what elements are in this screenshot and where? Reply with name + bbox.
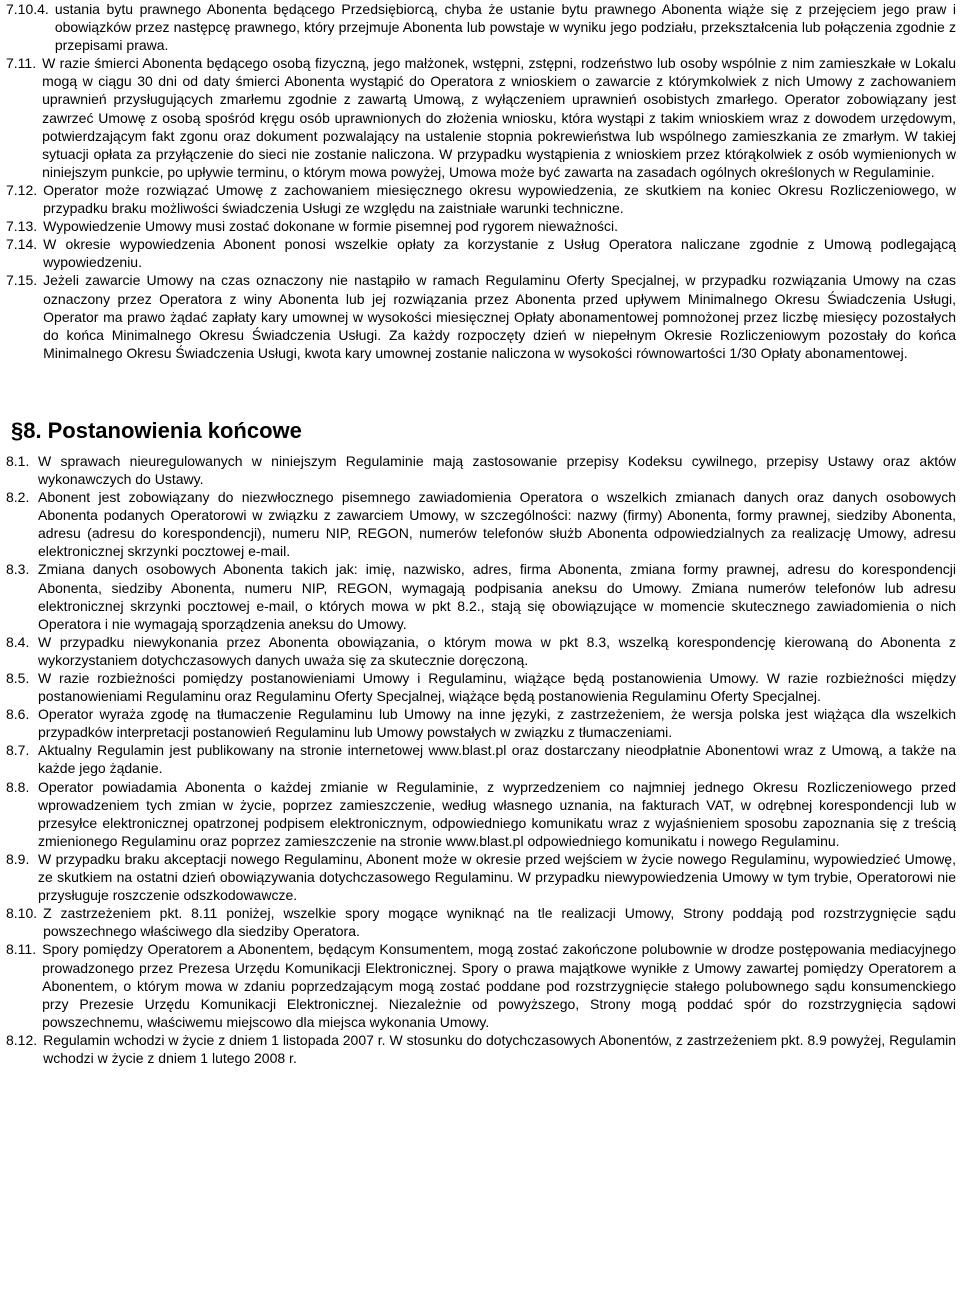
paragraph-number: 8.10. xyxy=(6,905,38,922)
paragraph-text: W sprawach nieuregulowanych w niniejszym Regulaminie mają zastosowanie przepisy Kodeksu cywilnego, przepisy Ustawy oraz aktów wykonawczych do Ustawy. xyxy=(38,452,956,487)
paragraph-number: 8.6. xyxy=(6,706,30,723)
paragraph-number: 8.9. xyxy=(6,850,30,867)
paragraph-text: Regulamin wchodzi w życie z dniem 1 listopada 2007 r. W stosunku do dotychczasowych Abonentów, z zastrzeżeniem pkt. 8.9 powyżej, Regulamin wchodzi w życie z dniem 1 lutego 2008 r. xyxy=(43,1031,956,1066)
paragraph-7-14 xyxy=(6,235,956,271)
paragraph-text: Abonent jest zobowiązany do niezwłocznego pisemnego zawiadomienia Operatora o wszelkich zmianach danych oraz danych osobowych Abonenta podanych Operatorowi w związku z zawarciem Umowy, w szczególności: nazwy (firmy) Abonenta, formy prawnej, siedziby Abonenta, adresu (adresu do korespondencji), numeru NIP, REGON, numerów telefonów służb Abonenta odpowiedzialnych za realizację Umowy, adresu elektronicznej skrzynki pocztowej e-mail. xyxy=(38,489,956,560)
paragraph-7-13 xyxy=(6,217,956,235)
paragraph-number: 7.15. xyxy=(6,272,38,289)
paragraph-8-11 xyxy=(6,940,956,1030)
paragraph-8-6 xyxy=(6,705,956,741)
paragraph-number: 7.11. xyxy=(6,55,37,72)
paragraph-text: Operator może rozwiązać Umowę z zachowaniem miesięcznego okresu wypowiedzenia, ze skutkiem na koniec Okresu Rozliczeniowego, w przypadku braku możliwości świadczenia Usługi ze względu na zaistniałe warunki techniczne. xyxy=(43,181,956,217)
paragraph-text: Operator wyraża zgodę na tłumaczenie Regulaminu lub Umowy na inne języki, z zastrzeżeniem, że wersja polska jest wiążąca dla wszelkich przypadków interpretacji postanowień Regulaminu lub Umowy powstałych w związku z tłumaczeniami. xyxy=(38,706,956,741)
paragraph-number: 7.13. xyxy=(6,218,38,235)
paragraph-text: Zmiana danych osobowych Abonenta takich jak: imię, nazwisko, adres, firma Abonenta, zmiana formy prawnej, adresu do korespondencji Abonenta, siedziby Abonenta, numeru NIP, REGON, wymagają podpisania aneksu do Umowy. Zmiana numerów telefonów lub adresu elektronicznej skrzynki pocztowej e-mail, o których mowa w pkt 8.2., stają się obowiązujące w momencie skutecznego zawiadomienia o nich Operatora i nie wymagają sporządzenia aneksu do Umowy. xyxy=(38,561,956,632)
paragraph-number: 8.8. xyxy=(6,778,30,795)
section-7-continuation xyxy=(6,0,956,362)
section-8-heading xyxy=(6,418,956,444)
paragraph-text: W okresie wypowiedzenia Abonent ponosi wszelkie opłaty za korzystanie z Usług Operatora naliczane zgodnie z Umową podlegającą wypowiedzeniu. xyxy=(43,236,956,271)
paragraph-number: 8.7. xyxy=(6,742,30,759)
paragraph-number: 7.10.4. xyxy=(6,1,49,17)
paragraph-number: 8.3. xyxy=(6,561,30,578)
paragraph-8-12 xyxy=(6,1031,956,1067)
paragraph-8-1 xyxy=(6,452,956,488)
paragraph-text: Z zastrzeżeniem pkt. 8.11 poniżej, wszelkie spory mogące wyniknąć na tle realizacji Umowy, Strony poddają pod rozstrzygnięcie sądu powszechnego właściwego dla siedziby Operatora. xyxy=(43,905,956,940)
paragraph-7-12 xyxy=(6,181,956,217)
paragraph-7-10-4 xyxy=(6,0,956,54)
paragraph-text: W przypadku braku akceptacji nowego Regulaminu, Abonent może w okresie przed wejściem w życie nowego Regulaminu, wypowiedzieć Umowę, ze skutkiem na ostatni dzień obowiązywania dotychczasowego Regulaminu. W przypadku niewypowiedzenia Umowy w tym trybie, Operatorowi nie przysługuje roszczenie odszkodowawcze. xyxy=(38,850,956,904)
paragraph-number: 8.2. xyxy=(6,489,30,506)
paragraph-text: Spory pomiędzy Operatorem a Abonentem, będącym Konsumentem, mogą zostać zakończone polubownie w drodze postępowania mediacyjnego prowadzonego przez Prezesa Urzędu Komunikacji Elektronicznej. Spory o prawa majątkowe wynikłe z Umowy zawartej pomiędzy Operatorem a Abonentem, o którym mowa w zdaniu poprzedzającym mogą zostać poddane pod rozstrzygnięcie stałego polubownego sądu konsumenckiego przy Prezesie Urzędu Komunikacji Elektronicznej. Niezależnie od powyższego, Strony mogą poddać spór do rozstrzygnięcia sądowi powszechnemu, właściwemu miejscowo dla miejsca wykonania Umowy. xyxy=(42,941,956,1030)
section-title: Postanowienia końcowe xyxy=(47,417,302,443)
paragraph-8-5 xyxy=(6,669,956,705)
paragraph-7-15 xyxy=(6,271,956,361)
paragraph-text: W razie śmierci Abonenta będącego osobą fizyczną, jego małżonek, wstępni, zstępni, rodzeństwo lub osoby wspólnie z nim zamieszkałe w Lokalu mogą w ciągu 30 dni od daty śmierci Abonenta wystąpić do Operatora z wnioskiem o zawarcie z którymkolwiek z nich Umowy z zachowaniem uprawnień przysługujących zmarłemu zgodnie z zawartą Umową, z wyłączeniem uprawnień osobistych zmarłego. Operator zobowiązany jest zawrzeć Umowę z osobą spośród kręgu osób uprawnionych do złożenia wniosku, która wystąpi z takim wnioskiem wraz z dowodem urzędowym, potwierdzającym fakt zgonu oraz dokument pozwalający na ustalenie stopnia pokrewieństwa lub wspólnego zamieszkania ze zmarłym. W takiej sytuacji opłata za przyłączenie do sieci nie zostanie naliczona. W przypadku wystąpienia z wnioskiem przez którąkolwiek z osób wymienionych w niniejszym punkcie, po upływie terminu, o którym mowa powyżej, Umowa może być zawarta na zasadach ogólnych określonych w Regulaminie. xyxy=(42,55,956,180)
paragraph-text: Jeżeli zawarcie Umowy na czas oznaczony nie nastąpiło w ramach Regulaminu Oferty Specjalnej, w przypadku rozwiązania Umowy na czas oznaczony przez Operatora z winy Abonenta lub jej rozwiązania przez Abonenta przed upływem Minimalnego Okresu Świadczenia Usługi, Operator ma prawo żądać zapłaty kary umownej w wysokości miesięcznej Opłaty abonamentowej pomnożonej przez liczbę miesięcy pozostałych do końca Minimalnego Okresu Świadczenia Usługi. Za każdy rozpoczęty dzień w niepełnym Okresie Rozliczeniowym pozostały do końca Minimalnego Okresu Świadczenia Usługi, kwota kary umownej zostanie naliczona w wysokości równowartości 1/30 Opłaty abonamentowej. xyxy=(43,272,956,361)
paragraph-number: 7.14. xyxy=(6,236,38,253)
section-number: §8. xyxy=(11,417,42,443)
paragraph-7-11 xyxy=(6,54,956,181)
paragraph-number: 8.5. xyxy=(6,670,30,686)
document-page xyxy=(6,0,956,1067)
paragraph-text: W razie rozbieżności pomiędzy postanowieniami Umowy i Regulaminu, wiążące będą postanowienia Umowy. W razie rozbieżności między postanowieniami Regulaminu oraz Regulaminu Oferty Specjalnej, wiążące będą postanowienia Regulaminu Oferty Specjalnej. xyxy=(38,670,956,705)
paragraph-8-2 xyxy=(6,488,956,560)
paragraph-8-7 xyxy=(6,741,956,777)
paragraph-8-4 xyxy=(6,633,956,669)
paragraph-text: W przypadku niewykonania przez Abonenta obowiązania, o którym mowa w pkt 8.3, wszelką korespondencję kierowaną do Abonenta z wykorzystaniem dotychczasowych danych uważa się za skutecznie doręczoną. xyxy=(38,633,956,668)
paragraph-8-9 xyxy=(6,850,956,904)
paragraph-number: 8.11. xyxy=(6,941,37,958)
paragraph-8-10 xyxy=(6,904,956,940)
paragraph-8-3 xyxy=(6,560,956,632)
section-8-body xyxy=(6,452,956,1067)
paragraph-number: 8.4. xyxy=(6,633,30,650)
paragraph-text: Aktualny Regulamin jest publikowany na stronie internetowej www.blast.pl oraz dostarczany nieodpłatnie Abonentowi wraz z Umową, a także na każde jego żądanie. xyxy=(38,742,956,777)
paragraph-number: 7.12. xyxy=(6,181,38,198)
paragraph-number: 8.1. xyxy=(6,452,30,469)
paragraph-number: 8.12. xyxy=(6,1031,38,1048)
paragraph-text: ustania bytu prawnego Abonenta będącego Przedsiębiorcą, chyba że ustanie bytu prawnego Abonenta wiąże się z przejęciem jego praw i obowiązków przez następcę prawnego, który przejmuje Abonenta lub powstaje w wyniku jego podziału, przekształcenia lub połączenia zgodnie z przepisami prawa. xyxy=(54,1,956,54)
paragraph-text: Operator powiadamia Abonenta o każdej zmianie w Regulaminie, z wyprzedzeniem co najmniej jednego Okresu Rozliczeniowego przed wprowadzeniem tych zmian w życie, poprzez zamieszczenie, według własnego uznania, na fakturach VAT, w odrębnej korespondencji lub w przesyłce elektronicznej opatrzonej podpisem elektronicznym, odpowiedniego komunikatu wraz z wyjaśnieniem sposobu zapoznania się z treścią zmienionego Regulaminu oraz poprzez zamieszczenie na stronie www.blast.pl odpowiedniego komunikatu i nowego Regulaminu. xyxy=(38,778,956,849)
paragraph-8-8 xyxy=(6,778,956,850)
paragraph-text: Wypowiedzenie Umowy musi zostać dokonane w formie pisemnej pod rygorem nieważności. xyxy=(43,218,619,235)
